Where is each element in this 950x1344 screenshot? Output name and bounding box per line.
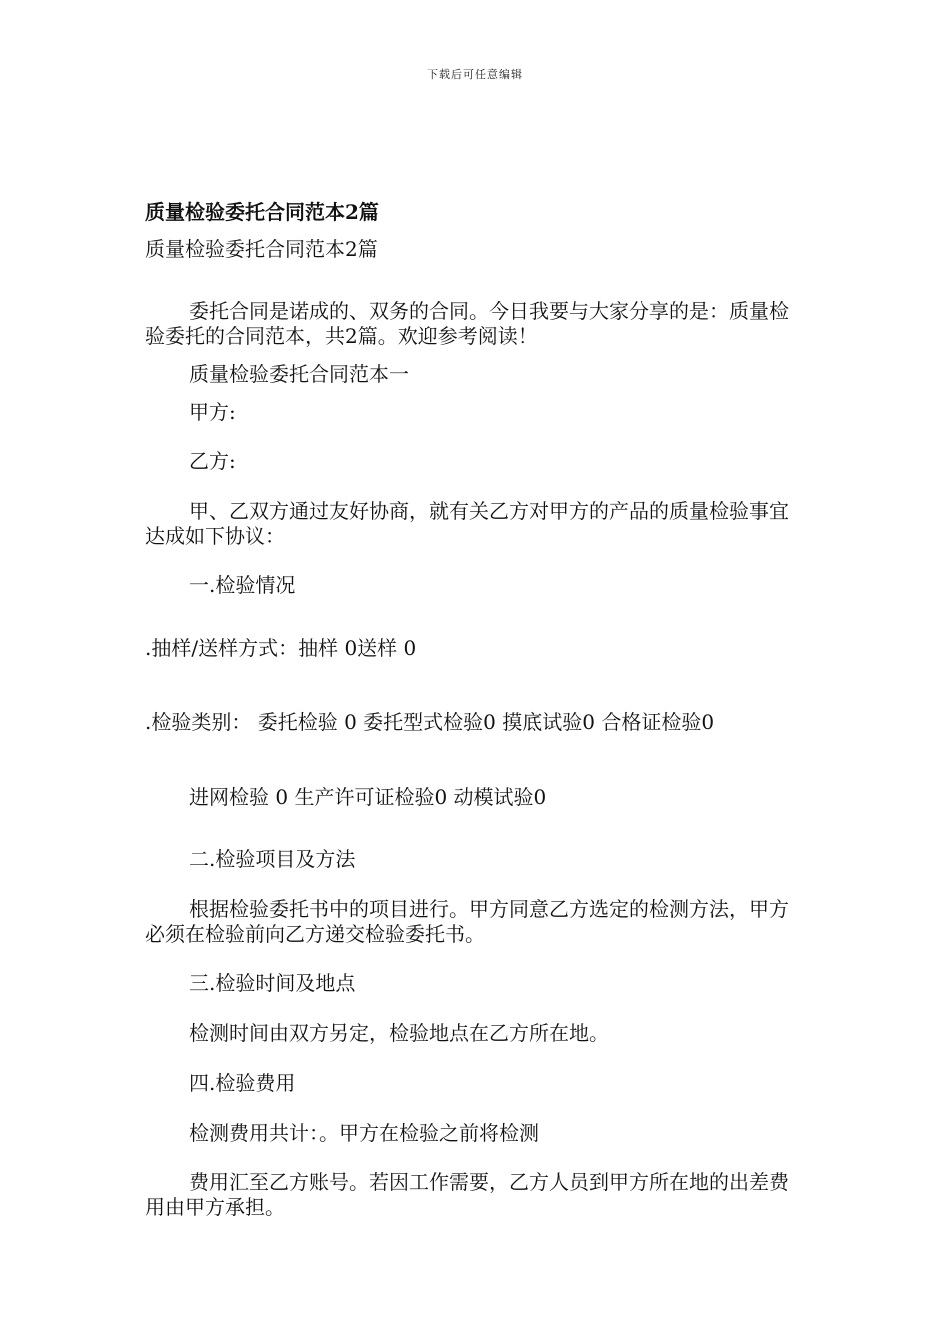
section-title: 质量检验委托合同范本一 <box>189 362 409 386</box>
doc-title-plain: 质量检验委托合同范本2篇 <box>145 237 378 261</box>
paragraph-4a: 检测费用共计：。甲方在检验之前将检测 <box>189 1121 539 1145</box>
intro-paragraph: 委托合同是诺成的、双务的合同。今日我要与大家分享的是：质量检验委托的合同范本，共2篇。欢迎参考阅读！ <box>145 299 789 348</box>
paragraph-3: 检测时间由双方另定，检验地点在乙方所在地。 <box>189 1021 609 1045</box>
heading-1: 一.检验情况 <box>189 573 296 597</box>
paragraph-4b: 费用汇至乙方账号。若因工作需要，乙方人员到甲方所在地的出差费用由甲方承担。 <box>145 1170 789 1219</box>
heading-4: 四.检验费用 <box>189 1071 296 1095</box>
page-header: 下载后可任意编辑 <box>427 68 523 81</box>
party-a: 甲方: <box>189 400 236 424</box>
category-line: .检验类别： 委托检验 0 委托型式检验0 摸底试验0 合格证检验0 <box>145 710 715 734</box>
party-b: 乙方: <box>189 449 236 473</box>
heading-3: 三.检验时间及地点 <box>189 971 356 995</box>
heading-2: 二.检验项目及方法 <box>189 847 356 871</box>
agreement-paragraph: 甲、乙双方通过友好协商，就有关乙方对甲方的产品的质量检验事宜达成如下协议： <box>145 499 789 548</box>
paragraph-2: 根据检验委托书中的项目进行。甲方同意乙方选定的检测方法，甲方必须在检验前向乙方递交检验委托书。 <box>145 897 789 946</box>
sampling-line: .抽样/送样方式：抽样 0送样 0 <box>145 636 417 660</box>
category-line-2: 进网检验 0 生产许可证检验0 动模试验0 <box>189 785 547 809</box>
doc-title-bold: 质量检验委托合同范本2篇 <box>145 200 379 224</box>
